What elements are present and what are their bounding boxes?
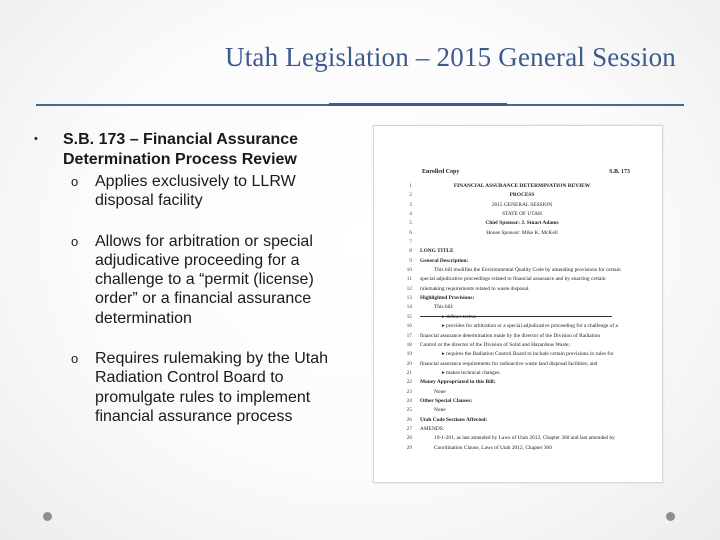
sub-bullet bbox=[63, 172, 354, 211]
line-number: 15 bbox=[406, 313, 412, 320]
document-line bbox=[402, 341, 654, 350]
main-bullet-text: S.B. 173 – Financial Assurance Determination Process Review bbox=[63, 131, 299, 168]
document-line bbox=[402, 303, 654, 312]
line-text: This bill modifies the Environmental Quality Code by amending provisions for certain bbox=[434, 267, 621, 274]
circle-bullet-icon: o bbox=[71, 233, 79, 249]
line-text: House Sponsor: Mike K. McKell bbox=[486, 229, 558, 236]
bill-document-image bbox=[373, 125, 663, 483]
document-line bbox=[402, 294, 654, 303]
bullet-list bbox=[34, 130, 354, 426]
line-number: 2 bbox=[409, 192, 412, 199]
line-number: 25 bbox=[406, 407, 412, 414]
line-text: None bbox=[434, 407, 446, 414]
document-line bbox=[402, 247, 654, 256]
line-number: 12 bbox=[406, 285, 412, 292]
line-text: special adjudicative proceedings related to financial assurance and by enacting certain bbox=[420, 276, 606, 283]
bullet-dot-icon: • bbox=[34, 133, 38, 145]
document-line bbox=[402, 285, 654, 294]
corner-dot-icon bbox=[43, 512, 52, 521]
line-number: 4 bbox=[409, 211, 412, 218]
line-number: 29 bbox=[406, 444, 412, 451]
line-text: Other Special Clauses: bbox=[420, 397, 473, 404]
document-line bbox=[402, 369, 654, 378]
document-line bbox=[402, 219, 654, 228]
line-number: 8 bbox=[409, 248, 412, 255]
line-text: ▸ makes technical changes. bbox=[442, 369, 501, 376]
line-number: 16 bbox=[406, 323, 412, 330]
sub-bullet-text: Allows for arbitration or special adjudicative proceeding for a challenge to a “permit (license) order” or a financial assurance determination bbox=[95, 232, 314, 327]
document-line bbox=[402, 275, 654, 284]
line-text: Chief Sponsor: J. Stuart Adams bbox=[485, 220, 559, 227]
line-text: financial assurance requirements for radioactive waste land disposal facilities; and bbox=[420, 360, 598, 367]
document-line bbox=[402, 425, 654, 434]
line-text: This bill: bbox=[434, 304, 454, 311]
line-text: financial assurance determination made by the director of the Division of Radiation bbox=[420, 332, 601, 339]
line-text: 19-1-201, as last amended by Laws of Utah 2012, Chapter 360 and last amended by bbox=[434, 435, 615, 442]
document-header-right: S.B. 173 bbox=[609, 169, 630, 175]
line-number: 22 bbox=[406, 379, 412, 386]
sub-bullet bbox=[63, 232, 354, 328]
line-number: 10 bbox=[406, 267, 412, 274]
line-number: 5 bbox=[409, 220, 412, 227]
line-text: FINANCIAL ASSURANCE DETERMINATION REVIEW bbox=[453, 183, 591, 189]
line-number: 20 bbox=[406, 360, 412, 367]
title-divider bbox=[36, 102, 684, 108]
line-text: rulemaking requirements related to waste disposal. bbox=[420, 285, 530, 292]
line-text: Coordination Clause, Laws of Utah 2012, Chapter 360 bbox=[434, 444, 552, 451]
line-text: STATE OF UTAH bbox=[502, 211, 542, 218]
document-line bbox=[402, 416, 654, 425]
document-header-left: Enrolled Copy bbox=[422, 169, 460, 175]
document-line bbox=[402, 434, 654, 443]
document-line bbox=[402, 229, 654, 238]
sub-bullet-text: Requires rulemaking by the Utah Radiation Control Board to promulgate rules to implement financial assurance process bbox=[95, 350, 329, 425]
line-number: 21 bbox=[406, 369, 412, 376]
line-number: 11 bbox=[406, 276, 412, 283]
main-bullet bbox=[34, 130, 354, 169]
line-text: ▸ provides for arbitration or a special adjudicative proceeding for a challenge of a bbox=[442, 323, 618, 330]
line-number: 18 bbox=[406, 341, 412, 348]
divider-thick-segment bbox=[329, 103, 507, 106]
line-text: LONG TITLE bbox=[420, 248, 454, 255]
line-number: 28 bbox=[406, 435, 412, 442]
line-text: None bbox=[434, 388, 446, 395]
circle-bullet-icon: o bbox=[71, 351, 79, 367]
line-text: Money Appropriated in this Bill: bbox=[420, 379, 496, 386]
line-text: Utah Code Sections Affected: bbox=[420, 416, 488, 423]
line-text: Highlighted Provisions: bbox=[420, 295, 475, 302]
document-line bbox=[402, 191, 654, 200]
document-line bbox=[402, 388, 654, 397]
line-text: Control or the director of the Division of Solid and Hazardous Waste; bbox=[420, 341, 570, 348]
document-line bbox=[402, 332, 654, 341]
line-number: 7 bbox=[409, 239, 412, 246]
document-line bbox=[402, 238, 654, 247]
document-line bbox=[402, 201, 654, 210]
document-line bbox=[402, 257, 654, 266]
circle-bullet-icon: o bbox=[71, 174, 79, 189]
sub-bullet bbox=[63, 349, 354, 426]
document-line bbox=[402, 397, 654, 406]
document-line bbox=[402, 406, 654, 415]
document-line bbox=[402, 182, 654, 191]
line-text: PROCESS bbox=[509, 192, 535, 199]
line-number: 19 bbox=[406, 351, 412, 358]
line-number: 14 bbox=[406, 304, 412, 311]
line-number: 27 bbox=[406, 425, 412, 432]
line-text: General Description: bbox=[420, 257, 469, 264]
line-number: 24 bbox=[406, 397, 412, 404]
line-number: 9 bbox=[409, 257, 412, 264]
document-line bbox=[402, 210, 654, 219]
line-number: 13 bbox=[406, 295, 412, 302]
sub-bullet-list bbox=[63, 172, 354, 426]
line-text: ▸ requires the Radiation Control Board to include certain provisions in rules for bbox=[442, 351, 614, 358]
document-lines bbox=[402, 182, 654, 453]
slide-title: Utah Legislation – 2015 General Session bbox=[225, 42, 676, 72]
line-number: 17 bbox=[406, 332, 412, 339]
document-header bbox=[422, 169, 630, 175]
document-line bbox=[402, 444, 654, 453]
line-number: 26 bbox=[406, 416, 412, 423]
line-text: AMENDS: bbox=[420, 425, 445, 432]
document-line bbox=[402, 313, 654, 322]
line-text: 2015 GENERAL SESSION bbox=[491, 201, 553, 208]
document-line bbox=[402, 322, 654, 331]
corner-dot-icon bbox=[666, 512, 675, 521]
line-number: 6 bbox=[409, 229, 412, 236]
line-text: ▸ defines terms; bbox=[442, 313, 477, 320]
line-number: 3 bbox=[409, 201, 412, 208]
line-number: 1 bbox=[409, 183, 412, 189]
document-line bbox=[402, 378, 654, 387]
document-line bbox=[402, 266, 654, 275]
sub-bullet-text: Applies exclusively to LLRW disposal facility bbox=[95, 173, 296, 210]
line-number: 23 bbox=[406, 388, 412, 395]
document-line bbox=[402, 350, 654, 359]
document-line bbox=[402, 360, 654, 369]
